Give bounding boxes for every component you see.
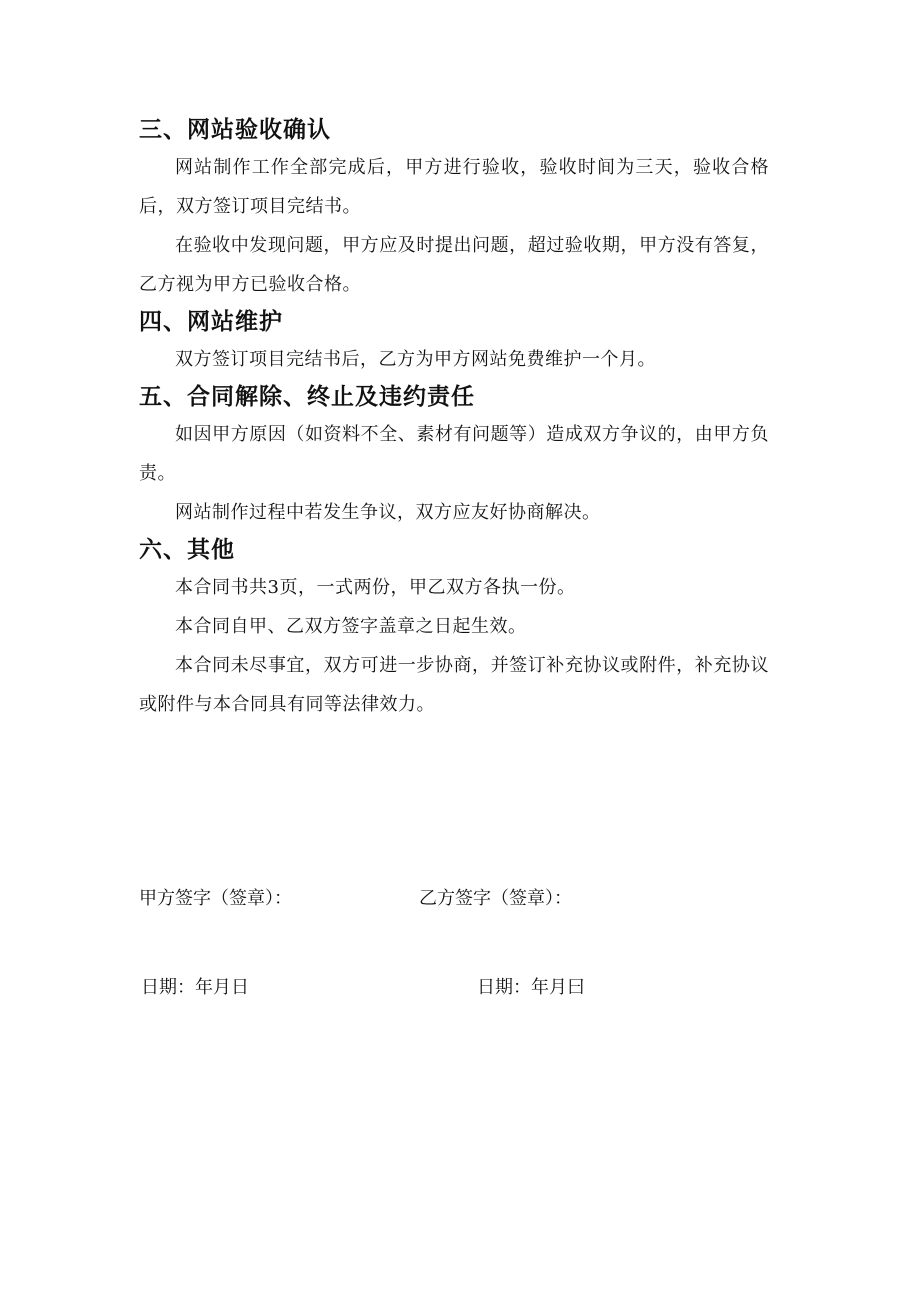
section-heading-termination: 五、合同解除、终止及违约责任 — [139, 384, 475, 410]
party-a-signature-label: 甲方签字（签章）： — [139, 888, 292, 909]
section-maintenance — [139, 304, 769, 379]
contract-body — [139, 112, 769, 724]
section-heading-maintenance: 四、网站维护 — [139, 309, 283, 335]
paragraph: 双方签订项目完结书后，乙方为甲方网站免费维护一个月。 — [175, 349, 656, 370]
section-heading-acceptance: 三、网站验收确认 — [139, 117, 331, 143]
paragraph: 本合同书共3页，一式两份，甲乙双方各执一份。 — [175, 577, 576, 598]
paragraph: 本合同未尽事宜，双方可进一步协商，并签订补充协议或附件，补充协议或附件与本合同具有同等法律效力。 — [139, 655, 769, 715]
section-termination — [139, 379, 769, 532]
paragraph: 网站制作过程中若发生争议，双方应友好协商解决。 — [175, 502, 601, 523]
section-acceptance — [139, 112, 769, 304]
party-a-date-label: 日期：年月日 — [141, 977, 249, 998]
party-b-date-label: 日期：年月曰 — [477, 977, 585, 998]
paragraph: 网站制作工作全部完成后，甲方进行验收，验收时间为三天，验收合格后，双方签订项目完结书。 — [139, 157, 769, 217]
party-b-signature-label: 乙方签字（签章）： — [419, 888, 572, 909]
section-heading-other: 六、其他 — [139, 537, 235, 563]
paragraph: 在验收中发现问题，甲方应及时提出问题，超过验收期，甲方没有答复，乙方视为甲方已验收合格。 — [139, 235, 769, 295]
paragraph: 如因甲方原因（如资料不全、素材有问题等）造成双方争议的，由甲方负责。 — [139, 424, 769, 484]
section-other — [139, 532, 769, 724]
paragraph: 本合同自甲、乙双方签字盖章之日起生效。 — [175, 616, 527, 637]
